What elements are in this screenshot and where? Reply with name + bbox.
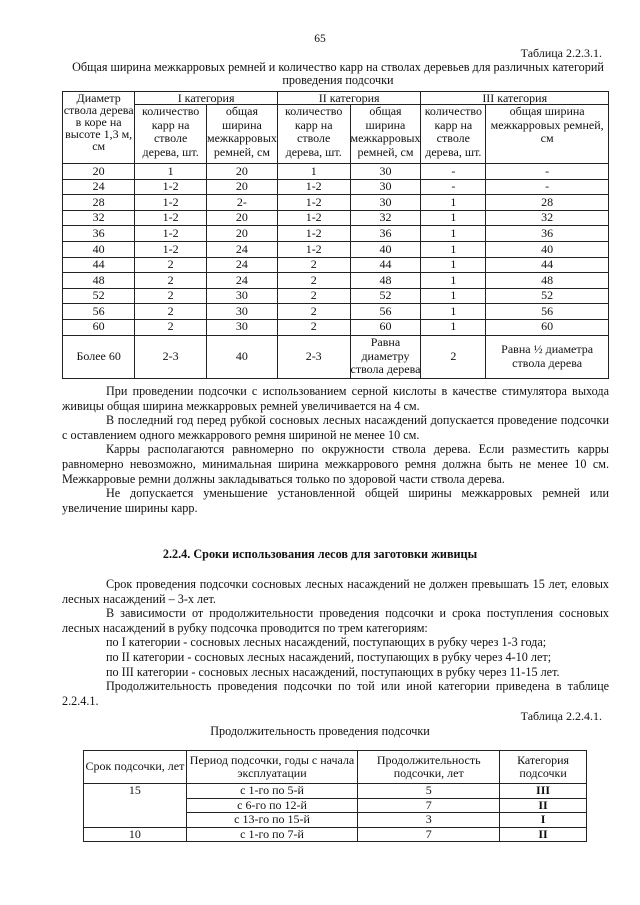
table-cell: III xyxy=(500,784,587,799)
table-cell: I xyxy=(500,813,587,828)
table-cell: - xyxy=(421,179,486,195)
table-cell: 56 xyxy=(486,304,609,320)
table-cell: 1-2 xyxy=(277,179,350,195)
list-item: по I категории - сосновых лесных насаждений, поступающих в рубку через 1-3 года; xyxy=(106,635,547,650)
table-cell xyxy=(84,813,187,828)
table-row xyxy=(63,226,609,242)
table-cell: 60 xyxy=(350,319,421,335)
table-cell: 48 xyxy=(486,273,609,289)
table-cell: 24 xyxy=(206,257,277,273)
table-cell: 1-2 xyxy=(135,195,207,211)
table-row xyxy=(84,827,587,842)
subheader-count-3: количество карр на стволе дерева, шт. xyxy=(421,105,486,164)
table-cell: 36 xyxy=(486,226,609,242)
table-cell: 20 xyxy=(206,164,277,180)
table-cell: II xyxy=(500,827,587,842)
header-category-1: I категория xyxy=(135,92,278,105)
header-term: Срок подсочки, лет xyxy=(84,751,187,784)
table-cell: 15 xyxy=(84,784,187,799)
table-row xyxy=(63,241,609,257)
table-cell: с 13-го по 15-й xyxy=(186,813,358,828)
table-cell: 2 xyxy=(135,288,207,304)
text-block-1 xyxy=(62,384,609,515)
table-cell: Равна диаметру ствола дерева xyxy=(350,335,421,377)
table-cell: 36 xyxy=(63,226,135,242)
paragraph: В последний год перед рубкой сосновых лесных насаждений допускается проведение подсочки с оставлением одного межкаррового ремня шириной не менее 10 см. xyxy=(62,413,609,442)
table-header-row xyxy=(63,92,609,105)
header-category: Категория подсочки xyxy=(500,751,587,784)
table-cell: 30 xyxy=(206,304,277,320)
table-cell: 40 xyxy=(63,241,135,257)
table-row xyxy=(84,784,587,799)
table-cell: 30 xyxy=(206,319,277,335)
table-cell: 40 xyxy=(486,241,609,257)
table-row xyxy=(63,304,609,320)
table-cell: - xyxy=(486,179,609,195)
table-cell: 2-3 xyxy=(135,335,207,378)
header-period: Период подсочки, годы с начала эксплуатации xyxy=(186,751,358,784)
subheader-width-2: общая ширина межкарровых ремней, см xyxy=(350,105,421,164)
table-row xyxy=(84,813,587,828)
table-cell: 1 xyxy=(421,257,486,273)
table-row xyxy=(63,335,609,378)
table-header-row xyxy=(84,751,587,784)
table-cell: 60 xyxy=(63,319,135,335)
table-cell: 2 xyxy=(277,319,350,335)
table-cell: 24 xyxy=(206,241,277,257)
table-row xyxy=(63,257,609,273)
paragraph: Карры располагаются равномерно по окружности ствола дерева. Если разместить карры равномерно невозможно, минимальная ширина межкаррового ремня должна быть не менее 10 см. Межкарровые ремни должны закладываться только по здоровой части ствола дерева. xyxy=(62,442,609,486)
header-diameter: Диаметр ствола дерева в коре на высоте 1,3 м, см xyxy=(63,92,135,164)
table-cell: 2 xyxy=(421,335,486,378)
table-row xyxy=(63,179,609,195)
table-cell: 2-3 xyxy=(277,335,350,378)
table-cell: 1-2 xyxy=(135,226,207,242)
table-cell: 30 xyxy=(350,179,421,195)
paragraph: Не допускается уменьшение установленной общей ширины межкарровых ремней или увеличение ширины карр. xyxy=(62,486,609,515)
table-cell: 20 xyxy=(206,226,277,242)
table-cell: 1 xyxy=(421,210,486,226)
table-cell: 2 xyxy=(277,288,350,304)
table-cell: 1-2 xyxy=(135,179,207,195)
table-cell: 1-2 xyxy=(277,195,350,211)
table-cell: 1-2 xyxy=(135,210,207,226)
header-category-2: II категория xyxy=(277,92,421,105)
table-cell: 1 xyxy=(421,273,486,289)
table-subheader-row xyxy=(63,105,609,164)
table-cell: 10 xyxy=(84,827,187,842)
paragraph: Срок проведения подсочки сосновых лесных насаждений не должен превышать 15 лет, еловых лесных насаждений – 3-х лет. xyxy=(62,577,609,606)
table-cell: 20 xyxy=(206,179,277,195)
table-cell: 1 xyxy=(135,164,207,180)
paragraph: При проведении подсочки с использованием серной кислоты в качестве стимулятора выхода живицы общая ширина межкарровых ремней увеличивается на 4 см. xyxy=(62,384,609,413)
table-row xyxy=(63,273,609,289)
table-cell: 2 xyxy=(277,304,350,320)
page-number: 65 xyxy=(314,33,326,45)
ribbon-width-table xyxy=(62,91,609,379)
table-cell: Равна ½ диаметра ствола дерева xyxy=(486,335,609,378)
table-cell: 1 xyxy=(421,304,486,320)
table-cell: 56 xyxy=(63,304,135,320)
table-cell: 2 xyxy=(277,257,350,273)
table-cell: Более 60 xyxy=(63,335,135,378)
table-cell: 1 xyxy=(277,164,350,180)
table-caption: Общая ширина межкарровых ремней и количество карр на стволах деревьев для различных категорий проведения подсочки xyxy=(72,60,604,87)
tapping-duration-table xyxy=(83,750,587,842)
table-cell: 30 xyxy=(350,164,421,180)
table-cell: 24 xyxy=(206,273,277,289)
table-cell: с 6-го по 12-й xyxy=(186,798,358,813)
table-cell: 60 xyxy=(486,319,609,335)
table-cell: 28 xyxy=(63,195,135,211)
table-cell: 48 xyxy=(63,273,135,289)
table-cell xyxy=(84,798,187,813)
table-cell: 30 xyxy=(206,288,277,304)
table-cell: 48 xyxy=(350,273,421,289)
table-cell: 1 xyxy=(421,241,486,257)
table-cell: 1 xyxy=(421,288,486,304)
table-cell: 32 xyxy=(63,210,135,226)
table-cell: 36 xyxy=(350,226,421,242)
subheader-count-1: количество карр на стволе дерева, шт. xyxy=(135,105,207,164)
table-cell: 52 xyxy=(486,288,609,304)
table-cell: 1-2 xyxy=(135,241,207,257)
table-cell: 32 xyxy=(486,210,609,226)
text-block-2 xyxy=(62,577,609,708)
table-cell: 1-2 xyxy=(277,210,350,226)
table-cell: 1 xyxy=(421,226,486,242)
table-cell: 20 xyxy=(206,210,277,226)
paragraph: В зависимости от продолжительности проведения подсочки и срока поступления сосновых лесных насаждений в рубку подсочка проводится по трем категориям: xyxy=(62,606,609,635)
table-cell: 56 xyxy=(350,304,421,320)
table-row xyxy=(63,164,609,180)
table-cell: 52 xyxy=(350,288,421,304)
table-cell: 44 xyxy=(63,257,135,273)
table-cell: 28 xyxy=(486,195,609,211)
table-row xyxy=(63,288,609,304)
table-cell: 2 xyxy=(135,273,207,289)
table-cell: 52 xyxy=(63,288,135,304)
table-cell: 24 xyxy=(63,179,135,195)
table-row xyxy=(63,195,609,211)
list-item: по II категории - сосновых лесных насаждений, поступающих в рубку через 4-10 лет; xyxy=(106,649,552,664)
table-label: Таблица 2.2.3.1. xyxy=(520,46,602,60)
table-cell: - xyxy=(486,164,609,180)
subheader-width-3: общая ширина межкарровых ремней, см xyxy=(486,105,609,164)
table-label: Таблица 2.2.4.1. xyxy=(520,709,602,723)
table-cell: 40 xyxy=(350,241,421,257)
table-title: Продолжительность проведения подсочки xyxy=(210,724,430,738)
table-cell: 2- xyxy=(206,195,277,211)
subheader-count-2: количество карр на стволе дерева, шт. xyxy=(277,105,350,164)
table-cell: 20 xyxy=(63,164,135,180)
list-item: по III категории - сосновых лесных насаждений, поступающих в рубку через 11-15 лет. xyxy=(106,664,560,679)
table-row xyxy=(63,210,609,226)
table-cell: 1 xyxy=(421,319,486,335)
table-cell: 2 xyxy=(277,273,350,289)
table-cell: 2 xyxy=(135,319,207,335)
table-cell: 5 xyxy=(358,784,500,799)
table-cell: 7 xyxy=(358,798,500,813)
table-row xyxy=(63,319,609,335)
table-row xyxy=(84,798,587,813)
table-cell: 1-2 xyxy=(277,226,350,242)
table-cell: с 1-го по 7-й xyxy=(186,827,358,842)
paragraph: Продолжительность проведения подсочки по той или иной категории приведена в таблице 2.2.4.1. xyxy=(62,679,609,708)
subheader-width-1: общая ширина межкарровых ремней, см xyxy=(206,105,277,164)
table-cell: с 1-го по 5-й xyxy=(186,784,358,799)
table-cell: II xyxy=(500,798,587,813)
header-category-3: III категория xyxy=(421,92,609,105)
table-cell: 2 xyxy=(135,257,207,273)
table-cell: 2 xyxy=(135,304,207,320)
table-cell: 44 xyxy=(486,257,609,273)
table-cell: - xyxy=(421,164,486,180)
table-cell: 7 xyxy=(358,827,500,842)
table-cell: 44 xyxy=(350,257,421,273)
table-cell: 30 xyxy=(350,195,421,211)
table-cell: 32 xyxy=(350,210,421,226)
table-cell: 40 xyxy=(206,335,277,378)
table-cell: 1 xyxy=(421,195,486,211)
section-heading: 2.2.4. Сроки использования лесов для заготовки живицы xyxy=(162,547,478,561)
table-cell: 3 xyxy=(358,813,500,828)
table-cell: 1-2 xyxy=(277,241,350,257)
header-duration: Продолжительность подсочки, лет xyxy=(358,751,500,784)
